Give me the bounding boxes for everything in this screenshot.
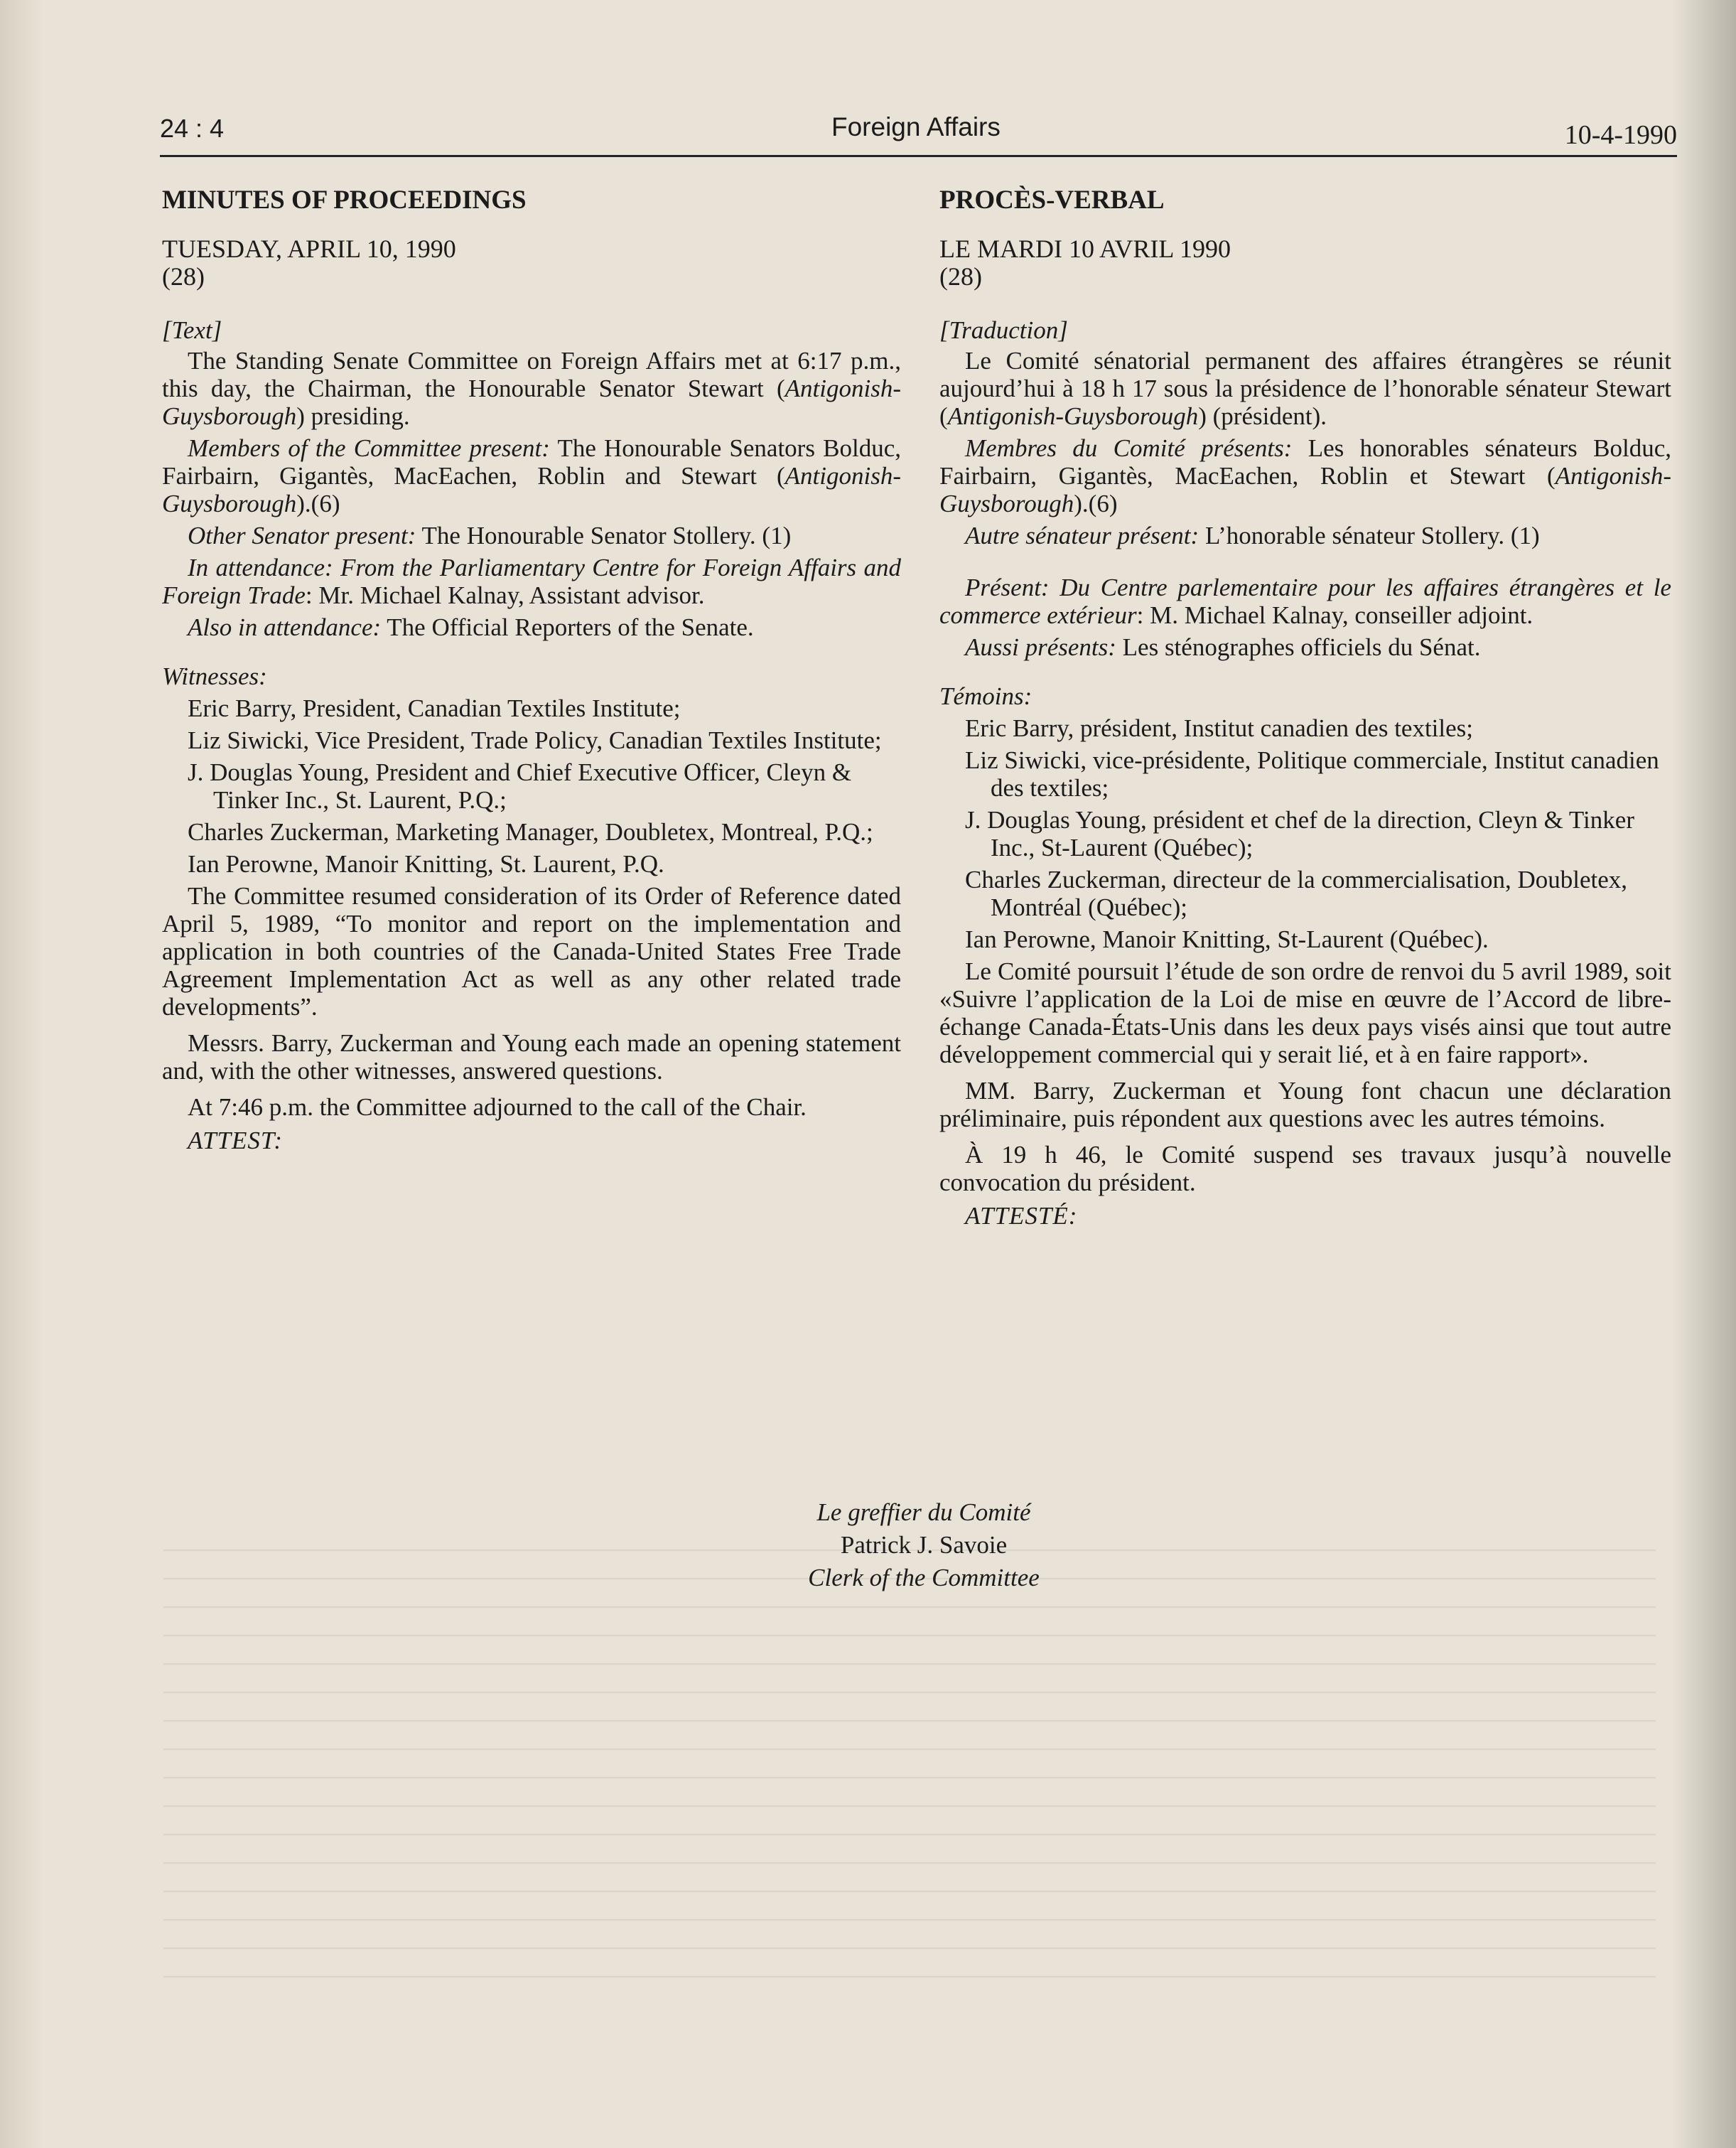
clerk-title-fr: Le greffier du Comité xyxy=(816,1498,1031,1526)
in-attendance: In attendance: From the Parliamentary Centre for Foreign Affairs and Foreign Trade: Mr. Michael Kalnay, Assistant advisor. xyxy=(162,554,901,609)
page-header xyxy=(160,107,1677,157)
in-attendance-fr: Présent: Du Centre parlementaire pour les affaires étrangères et le commerce extérieur: M. Michael Kalnay, conseiller adjoint. xyxy=(939,574,1671,629)
text-tag: [Text] xyxy=(162,316,222,344)
witness-item-fr: Eric Barry, président, Institut canadien des textiles; xyxy=(965,714,1474,742)
attest-label: ATTEST: xyxy=(188,1127,284,1154)
adjourn-paragraph: At 7:46 p.m. the Committee adjourned to the call of the Chair. xyxy=(188,1093,807,1121)
header-date: 10-4-1990 xyxy=(1564,120,1677,150)
witnesses-heading: Witnesses: xyxy=(162,662,267,690)
members-present-fr: Membres du Comité présents: Les honorables sénateurs Bolduc, Fairbairn, Gigantès, MacEachen, Roblin et Stewart (Antigonish-Guysborough).(6) xyxy=(939,434,1672,517)
running-title: Foreign Affairs xyxy=(831,112,1001,141)
french-column xyxy=(939,186,1671,1234)
other-senator-fr: Autre sénateur présent: L’honorable sénateur Stollery. (1) xyxy=(965,522,1540,549)
witness-item: Charles Zuckerman, Marketing Manager, Doubletex, Montreal, P.Q.; xyxy=(188,818,873,846)
signature-block xyxy=(640,1496,1208,1594)
adjourn-paragraph-fr: À 19 h 46, le Comité suspend ses travaux jusqu’à nouvelle convocation du président. xyxy=(939,1141,1671,1196)
witness-item-fr: J. Douglas Young, président et chef de la direction, Cleyn & Tinker Inc., St-Laurent (Québec); xyxy=(965,806,1634,861)
page-number: 24 : 4 xyxy=(160,114,225,143)
meeting-date: TUESDAY, APRIL 10, 1990 xyxy=(162,235,456,263)
witness-item: J. Douglas Young, President and Chief Executive Officer, Cleyn & Tinker Inc., St. Laurent, P.Q.; xyxy=(188,758,852,814)
members-present: Members of the Committee present: The Honourable Senators Bolduc, Fairbairn, Gigantès, MacEachen, Roblin and Stewart (Antigonish-Guysborough).(6) xyxy=(162,434,901,517)
translation-tag: [Traduction] xyxy=(939,316,1068,344)
witness-item: Liz Siwicki, Vice President, Trade Policy, Canadian Textiles Institute; xyxy=(188,726,882,754)
attest-label-fr: ATTESTÉ: xyxy=(965,1202,1078,1230)
bleed-through-texture xyxy=(163,1550,1656,2004)
meeting-number-fr: (28) xyxy=(939,262,982,291)
also-in-attendance: Also in attendance: The Official Reporters of the Senate. xyxy=(188,613,754,641)
meeting-number: (28) xyxy=(162,262,205,291)
opening-paragraph-fr: Le Comité sénatorial permanent des affaires étrangères se réunit aujourd’hui à 18 h 17 sous la présidence de l’honorable sénateur Stewart (Antigonish-Guysborough) (président). xyxy=(939,347,1671,430)
english-column xyxy=(162,186,901,1159)
witness-item: Ian Perowne, Manoir Knitting, St. Laurent, P.Q. xyxy=(188,850,664,878)
witness-item-fr: Liz Siwicki, vice-présidente, Politique commerciale, Institut canadien des textiles; xyxy=(965,746,1659,802)
clerk-title-en: Clerk of the Committee xyxy=(808,1564,1040,1591)
clerk-name: Patrick J. Savoie xyxy=(840,1531,1008,1559)
witness-item-fr: Ian Perowne, Manoir Knitting, St-Laurent (Québec). xyxy=(965,925,1489,953)
statements-paragraph-fr: MM. Barry, Zuckerman et Young font chacun une déclaration préliminaire, puis répondent aux questions avec les autres témoins. xyxy=(939,1077,1671,1132)
statements-paragraph: Messrs. Barry, Zuckerman and Young each made an opening statement and, with the other witnesses, answered questions. xyxy=(162,1029,901,1085)
section-title-fr: PROCÈS-VERBAL xyxy=(939,186,1165,215)
meeting-date-fr: LE MARDI 10 AVRIL 1990 xyxy=(939,235,1231,263)
section-title: MINUTES OF PROCEEDINGS xyxy=(162,186,527,215)
resumed-paragraph-fr: Le Comité poursuit l’étude de son ordre de renvoi du 5 avril 1989, soit «Suivre l’application de la Loi de mise en œuvre de l’Accord de libre-échange Canada-États-Unis dans les deux pays visés ainsi que tout autre développement commercial qui y serait lié, et à en faire rapport». xyxy=(939,957,1671,1068)
also-in-attendance-fr: Aussi présents: Les sténographes officiels du Sénat. xyxy=(965,633,1481,661)
opening-paragraph: The Standing Senate Committee on Foreign Affairs met at 6:17 p.m., this day, the Chairman, the Honourable Senator Stewart (Antigonish-Guysborough) presiding. xyxy=(162,347,901,430)
witness-item-fr: Charles Zuckerman, directeur de la commercialisation, Doubletex, Montréal (Québec); xyxy=(965,866,1627,921)
witness-item: Eric Barry, President, Canadian Textiles Institute; xyxy=(188,694,681,722)
other-senator: Other Senator present: The Honourable Senator Stollery. (1) xyxy=(188,522,792,549)
resumed-paragraph: The Committee resumed consideration of its Order of Reference dated April 5, 1989, “To monitor and report on the implementation and application in both countries of the Canada-United States Free Trade Agreement Implementation Act as well as any other related trade developments”. xyxy=(162,882,901,1021)
witnesses-heading-fr: Témoins: xyxy=(939,682,1033,710)
